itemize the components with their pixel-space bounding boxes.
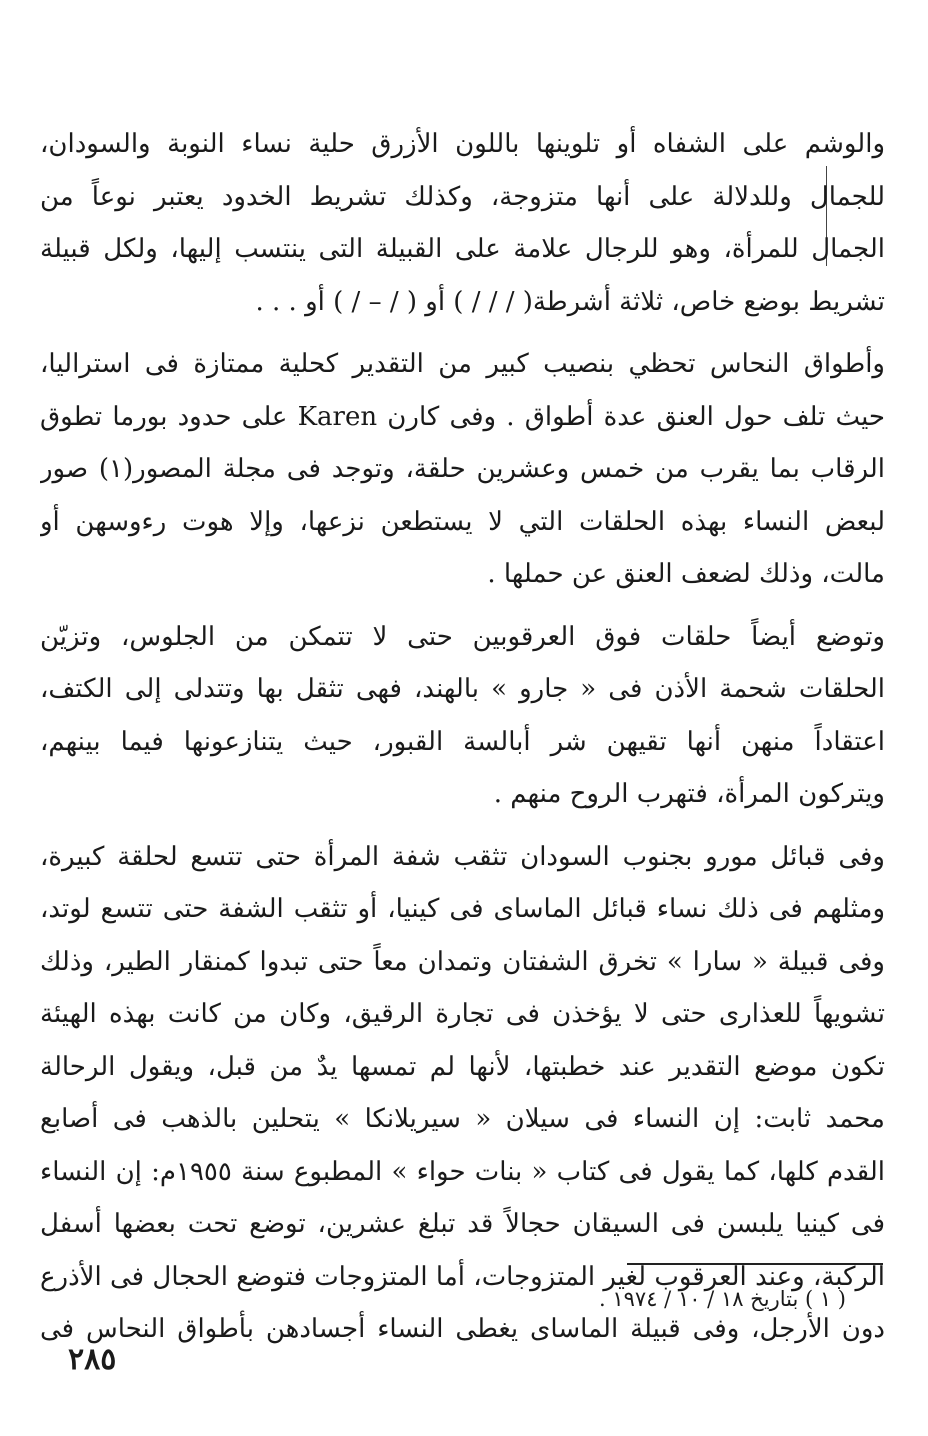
page-body xyxy=(40,118,885,1356)
text-line: والوشم على الشفاه أو تلوينها باللون الأزرق حلية نساء النوبة والسودان، xyxy=(40,129,885,159)
text-line: تشويهاً للعذارى حتى لا يؤخذن فى تجارة الرقيق، وكان من كانت بهذه الهيئة xyxy=(40,999,885,1029)
text-line: لبعض النساء بهذه الحلقات التي لا يستطعن نزعها، وإلا هوت رءوسهن أو xyxy=(40,506,885,537)
text-line: دون الأرجل، وفى قبيلة الماساى يغطى النساء أجسادهن بأطواق النحاس فى xyxy=(40,1314,885,1344)
text-line: وتوضع أيضاً حلقات فوق العرقوبين حتى لا تتمكن من الجلوس، وتزيّن xyxy=(40,621,885,652)
text-line: الجمال للمرأة، وهو للرجال علامة على القبيلة التى ينتسب إليها، ولكل قبيلة xyxy=(40,234,885,264)
text-line: تكون موضع التقدير عند خطبتها، لأنها لم تمسها يدٌ من قبل، ويقول الرحالة xyxy=(40,1051,885,1082)
text-line: مالت، وذلك لضعف العنق عن حملها . xyxy=(487,559,885,589)
text-line: وأطواق النحاس تحظي بنصيب كبير من التقدير كحلية ممتازة فى استراليا، xyxy=(40,349,885,379)
text-line: القدم كلها، كما يقول فى كتاب « بنات حواء » المطبوع سنة ١٩٥٥م: إن النساء xyxy=(40,1156,885,1187)
text-line: الرقاب بما يقرب من خمس وعشرين حلقة، وتوجد فى مجلة المصور(١) صور xyxy=(40,454,885,484)
footnote: ( ١ ) بتاريخ ١٨ / ١٠ / ١٩٧٤ . xyxy=(599,1287,846,1311)
paragraph-2 xyxy=(40,338,885,601)
text-line: محمد ثابت: إن النساء فى سيلان « سيريلانكا » يتحلين بالذهب فى أصابع xyxy=(40,1104,885,1134)
text-line: وفى قبيلة « سارا » تخرق الشفتان وتمدان معاً حتى تبدوا كمنقار الطير، وذلك xyxy=(40,946,885,977)
page-number: ٢٨٥ xyxy=(68,1342,117,1377)
text-line: وفى قبائل مورو بجنوب السودان تثقب شفة المرأة حتى تتسع لحلقة كبيرة، xyxy=(40,841,885,872)
footnote-divider xyxy=(627,1263,883,1265)
text-line: الركبة، وعند العرقوب لغير المتزوجات، أما المتزوجات فتوضع الحجال فى الأذرع xyxy=(40,1261,885,1292)
paragraph-3 xyxy=(40,611,885,821)
paragraph-4 xyxy=(40,831,885,1356)
text-line: ويتركون المرأة، فتهرب الروح منهم . xyxy=(493,779,885,809)
text-line: حيث تلف حول العنق عدة أطواق . وفى كارن Karen على حدود بورما تطوق xyxy=(40,401,885,432)
text-line: للجمال وللدلالة على أنها متزوجة، وكذلك تشريط الخدود يعتبر نوعاً من xyxy=(40,181,885,212)
text-line: اعتقاداً منهن أنها تقيهن شر أبالسة القبور، حيث يتنازعونها فيما بينهم، xyxy=(40,726,885,757)
text-line: ومثلهم فى ذلك نساء قبائل الماساى فى كينيا، أو تثقب الشفة حتى تتسع لوتد، xyxy=(40,894,885,924)
text-line: فى كينيا يلبسن فى السيقان حجالاً قد تبلغ عشرين، توضع تحت بعضها أسفل xyxy=(40,1209,885,1239)
paragraph-1 xyxy=(40,118,885,328)
text-line: تشريط بوضع خاص، ثلاثة أشرطة( / / / ) أو ( / – / ) أو . . . xyxy=(255,286,885,317)
text-line: الحلقات شحمة الأذن فى « جارو » بالهند، فهى تثقل بها وتتدلى إلى الكتف، xyxy=(40,674,885,704)
